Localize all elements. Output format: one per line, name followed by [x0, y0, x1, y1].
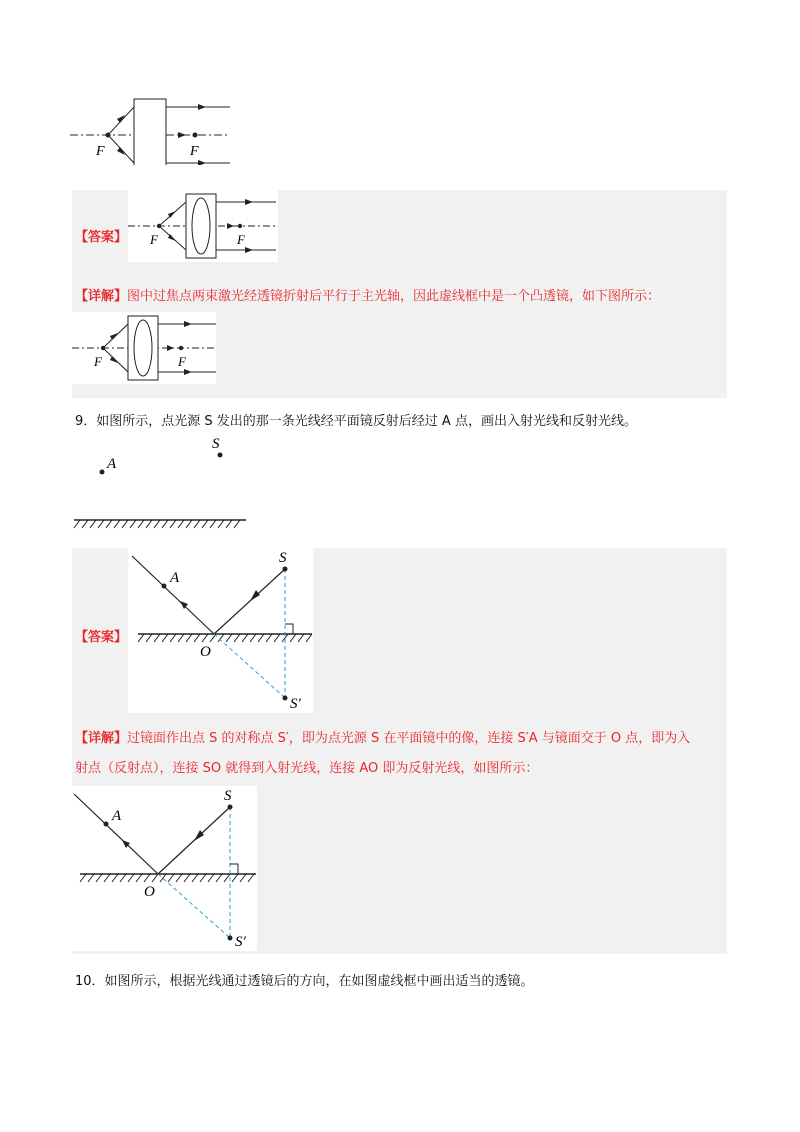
q8-detail-text: 图中过焦点两束激光经透镜折射后平行于主光轴，因此虚线框中是一个凸透镜，如下图所示：	[127, 289, 661, 304]
q8-detail-f-right: F	[178, 354, 186, 369]
q9-detail-label: 【详解】	[75, 731, 128, 746]
point-s-label: S	[212, 436, 220, 452]
q9-question: 9．如图所示，点光源 S 发出的那一条光线经平面镜反射后经过 A 点，画出入射光线和反射光线。	[75, 414, 637, 429]
q9-detail-o: O	[144, 884, 155, 900]
q9-answer-figure	[128, 548, 313, 713]
q9-answer-s-prime: S′	[290, 696, 301, 712]
q8-detail	[75, 282, 725, 312]
q9-answer-o: O	[200, 644, 211, 660]
q9-answer-a: A	[170, 570, 180, 586]
point-a-label: A	[107, 456, 117, 472]
q8-detail-figure	[72, 312, 216, 384]
q9-detail-figure	[72, 786, 257, 951]
q8-answer-f-left: F	[150, 232, 158, 247]
q8-answer-f-right: F	[237, 232, 245, 247]
q10-question: 10．如图所示，根据光线通过透镜后的方向，在如图虚线框中画出适当的透镜。	[75, 974, 534, 989]
q8-detail-label: 【详解】	[75, 289, 128, 304]
q8-figure	[70, 95, 240, 165]
q8-detail-f-left: F	[94, 354, 102, 369]
q9-detail-a: A	[112, 808, 122, 824]
q9-detail-s-prime: S′	[235, 934, 246, 950]
q9-detail-s: S	[224, 788, 232, 804]
q9-figure	[72, 432, 252, 532]
focal-point-left-label: F	[96, 144, 105, 159]
q8-answer-figure	[128, 190, 278, 262]
q9-answer-label: 【答案】	[75, 630, 128, 645]
q9-detail-line2: 射点（反射点），连接 SO 就得到入射光线，连接 AO 即为反射光线，如图所示：	[75, 761, 539, 776]
q9-detail-line1: 过镜面作出点 S 的对称点 S′，即为点光源 S 在平面镜中的像，连接 S′A 与镜面交于 O 点，即为入	[127, 731, 691, 746]
focal-point-right-label: F	[190, 144, 199, 159]
q9-answer-s: S	[279, 550, 287, 566]
q8-answer-label: 【答案】	[75, 230, 128, 245]
q9-detail	[75, 724, 725, 784]
